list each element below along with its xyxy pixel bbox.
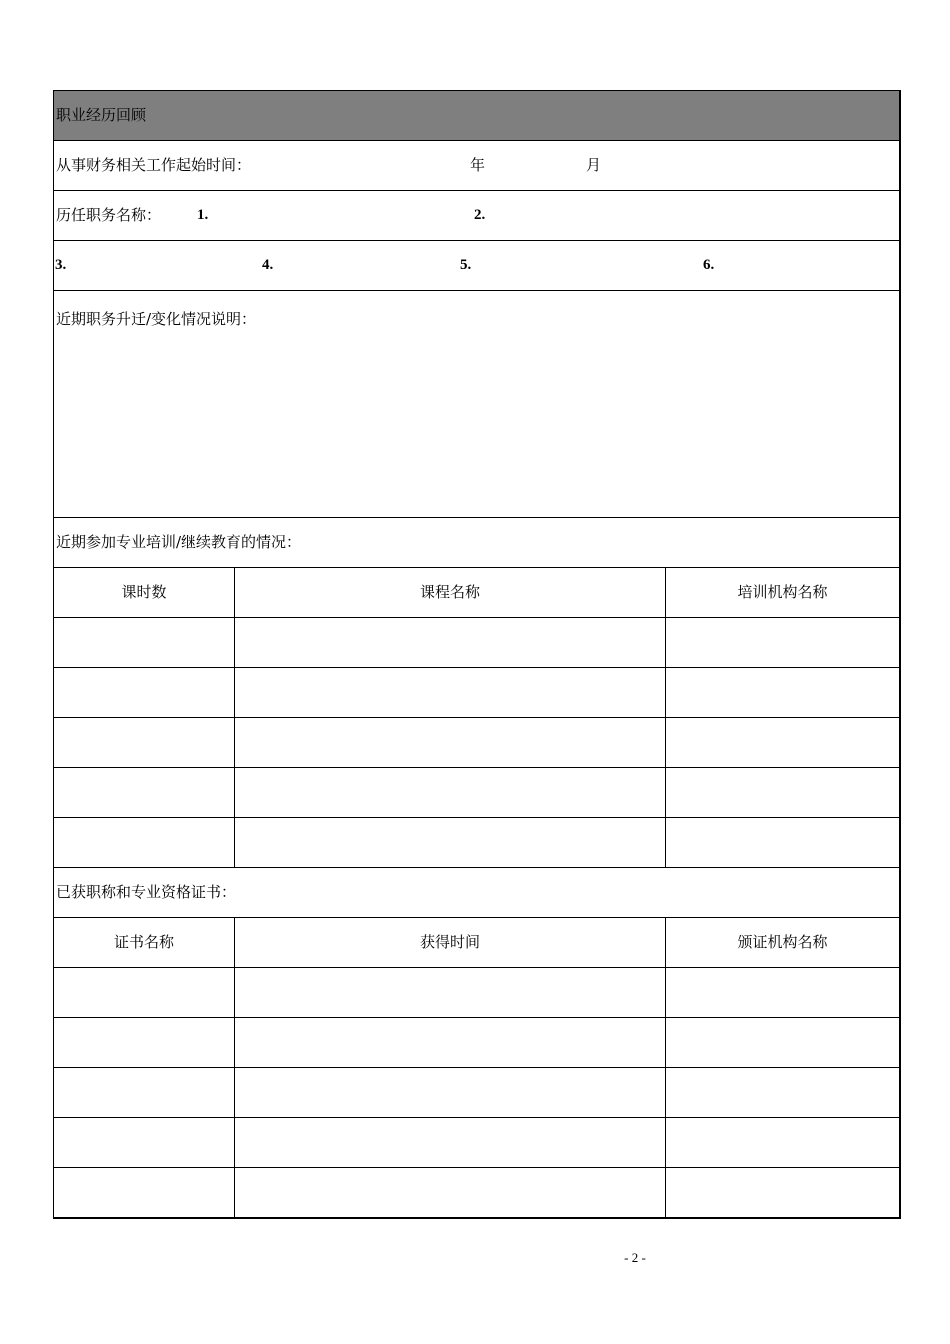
training-hours-input[interactable]	[54, 768, 235, 817]
certificate-name-input[interactable]	[54, 968, 235, 1017]
certificate-name-input[interactable]	[54, 1168, 235, 1217]
training-entry-row	[54, 668, 899, 718]
month-label: 月	[586, 156, 602, 174]
training-header-institution: 培训机构名称	[737, 583, 828, 601]
certificate-date-input[interactable]	[235, 1068, 666, 1117]
training-institution-input[interactable]	[666, 768, 899, 817]
recent-changes-label: 近期职务升迁/变化情况说明：	[56, 310, 257, 328]
training-hours-input[interactable]	[54, 668, 235, 717]
certificate-issuer-input[interactable]	[666, 1018, 899, 1067]
certificate-date-input[interactable]	[235, 1168, 666, 1217]
position-1-number: 1.	[197, 207, 209, 223]
career-review-form	[53, 90, 901, 1219]
positions-row-1	[54, 191, 899, 241]
certificate-issuer-input[interactable]	[666, 1168, 899, 1217]
certificate-date-input[interactable]	[235, 1018, 666, 1067]
position-6-number: 6.	[703, 257, 715, 273]
certificate-date-input[interactable]	[235, 968, 666, 1017]
training-entry-row	[54, 618, 899, 668]
year-label: 年	[470, 156, 486, 174]
certificate-issuer-input[interactable]	[666, 968, 899, 1017]
certificate-name-input[interactable]	[54, 1068, 235, 1117]
position-3-number: 3.	[55, 257, 67, 273]
page-number: - 2 -	[624, 1250, 646, 1265]
certificates-label: 已获职称和专业资格证书：	[56, 883, 237, 901]
certificate-date-input[interactable]	[235, 1118, 666, 1167]
certificate-entry-row	[54, 1118, 899, 1168]
training-entry-row	[54, 768, 899, 818]
section-title: 职业经历回顾	[56, 106, 147, 124]
training-hours-input[interactable]	[54, 618, 235, 667]
certificate-header-name: 证书名称	[54, 918, 235, 967]
recent-changes-row	[54, 291, 899, 518]
start-time-label: 从事财务相关工作起始时间：	[56, 156, 252, 174]
certificates-label-row	[54, 868, 899, 918]
training-label-row	[54, 518, 899, 568]
training-label: 近期参加专业培训/继续教育的情况：	[56, 533, 302, 551]
certificate-entry-row	[54, 1168, 899, 1219]
training-course-input[interactable]	[235, 668, 666, 717]
position-2-number: 2.	[474, 207, 486, 223]
training-institution-input[interactable]	[666, 618, 899, 667]
certificate-issuer-input[interactable]	[666, 1118, 899, 1167]
positions-row-2	[54, 241, 899, 291]
position-4-number: 4.	[262, 257, 274, 273]
certificate-entry-row	[54, 968, 899, 1018]
training-course-input[interactable]	[235, 718, 666, 767]
training-header-hours: 课时数	[54, 568, 235, 617]
certificates-header-row	[54, 918, 899, 968]
training-course-input[interactable]	[235, 768, 666, 817]
position-5-number: 5.	[460, 257, 472, 273]
certificate-name-input[interactable]	[54, 1018, 235, 1067]
training-institution-input[interactable]	[666, 818, 899, 867]
training-course-input[interactable]	[235, 618, 666, 667]
certificate-entry-row	[54, 1018, 899, 1068]
section-header	[54, 91, 899, 141]
training-hours-input[interactable]	[54, 718, 235, 767]
training-entry-row	[54, 718, 899, 768]
training-header-row	[54, 568, 899, 618]
training-course-input[interactable]	[235, 818, 666, 867]
training-entry-row	[54, 818, 899, 868]
training-institution-input[interactable]	[666, 718, 899, 767]
certificate-entry-row	[54, 1068, 899, 1118]
certificate-issuer-input[interactable]	[666, 1068, 899, 1117]
training-header-course: 课程名称	[235, 568, 666, 617]
certificate-header-date: 获得时间	[235, 918, 666, 967]
positions-label: 历任职务名称：	[56, 206, 162, 224]
training-institution-input[interactable]	[666, 668, 899, 717]
start-time-row	[54, 141, 899, 191]
certificate-header-issuer: 颁证机构名称	[737, 933, 828, 951]
training-hours-input[interactable]	[54, 818, 235, 867]
certificate-name-input[interactable]	[54, 1118, 235, 1167]
